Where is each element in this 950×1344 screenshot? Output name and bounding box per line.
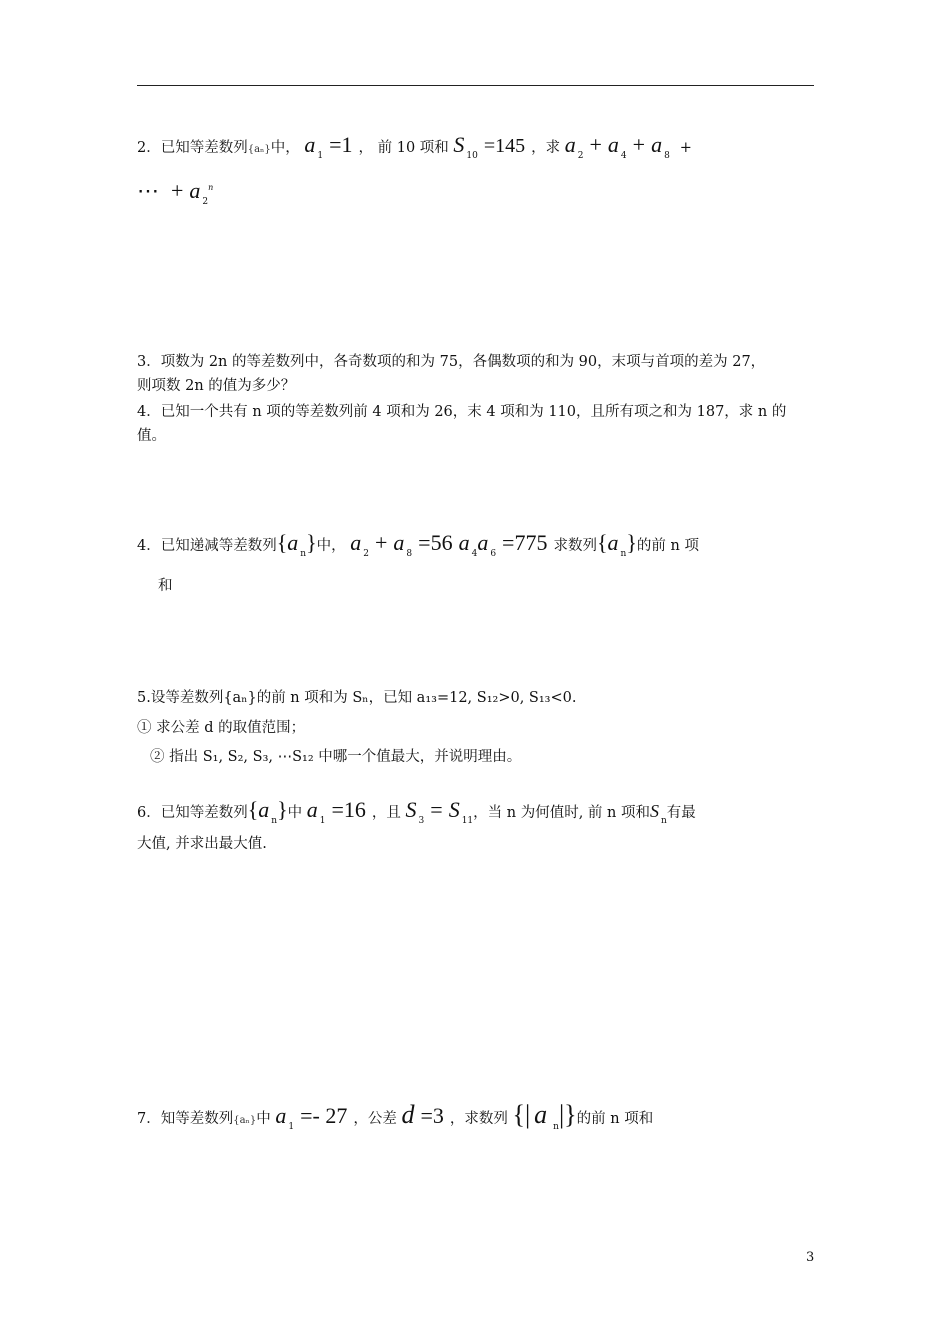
p4b-a4-sub: 4 bbox=[471, 549, 478, 559]
p4b-seq2-n: n bbox=[620, 549, 627, 559]
page-number: 3 bbox=[806, 1250, 815, 1265]
p4b-prefix: 4．已知递减等差数列 bbox=[137, 538, 277, 554]
p2-t4-sup: n bbox=[208, 183, 214, 192]
p6-s11-sub: 11 bbox=[461, 816, 474, 826]
p6-seq-a: a bbox=[258, 797, 270, 822]
p4b-a2: a bbox=[350, 530, 362, 555]
p6-s11: S bbox=[448, 797, 460, 822]
p6-eq1: =16 bbox=[331, 797, 366, 822]
p4b-eq1: =56 bbox=[418, 530, 453, 555]
p6-a1-sub: 1 bbox=[319, 816, 326, 826]
p2-text-b: 中， bbox=[270, 140, 300, 156]
p2-t1-sub: 2 bbox=[577, 151, 584, 161]
p7-a1: a bbox=[275, 1103, 287, 1128]
problem-4a-line-2: 值。 bbox=[137, 428, 166, 444]
p4b-seq2-a: a bbox=[607, 530, 619, 555]
p4b-tail2: 的前 n 项 bbox=[636, 538, 699, 554]
p4b-seq-n: n bbox=[300, 549, 307, 559]
p4b-tail: 求数列 bbox=[553, 538, 597, 554]
p4b-mid: 中， bbox=[316, 538, 346, 554]
p6-sn-sub: n bbox=[660, 816, 667, 826]
p4b-a8-sub: 8 bbox=[406, 549, 413, 559]
p2-text-d: ，求 bbox=[531, 140, 561, 156]
p7-seq: {aₙ} bbox=[233, 1115, 257, 1126]
p2-t4: a bbox=[189, 178, 201, 203]
p2-a1-eq: =1 bbox=[329, 132, 353, 157]
p7-eq1: =- 27 bbox=[300, 1103, 348, 1128]
p2-t2-sub: 4 bbox=[620, 151, 627, 161]
p7-eq2: =3 bbox=[420, 1103, 444, 1128]
p2-t3-sub: 8 bbox=[664, 151, 670, 161]
p7-mid: 中 bbox=[256, 1111, 271, 1127]
p7-a1-sub: 1 bbox=[288, 1122, 295, 1132]
header-rule bbox=[137, 85, 814, 86]
p7-mid2: ，公差 bbox=[353, 1111, 397, 1127]
p6-sn: S bbox=[649, 801, 659, 821]
p2-text-a: 2．已知等差数列 bbox=[137, 140, 248, 156]
p6-eq2: = bbox=[430, 797, 443, 822]
p2-t4-sub: 2 bbox=[202, 197, 209, 207]
p7-tail: ，求数列 bbox=[449, 1111, 508, 1127]
problem-3-line-2: 则项数 2n 的值为多少？ bbox=[137, 378, 296, 394]
p6-tail: ，当 n 为何值时, 前 n 项和 bbox=[473, 805, 650, 821]
p6-mid: 中 bbox=[287, 805, 303, 821]
p7-abs-n: n bbox=[553, 1122, 559, 1132]
problem-4b-line-2: 和 bbox=[158, 578, 173, 594]
problem-5-item-2: ② 指出 S₁, S₂, S₃, ⋯S₁₂ 中哪一个值最大，并说明理由。 bbox=[150, 749, 522, 765]
p2-s10-eq: =145 bbox=[483, 135, 526, 157]
problem-4b-line-1: 4．已知递减等差数列{a $_n$}中， a $_2$ + a $_8$ =56 a $_4$a $_6$ =775 求数列{a $_n$}的前 n 项 bbox=[137, 530, 699, 559]
p6-s3-sub: 3 bbox=[418, 816, 425, 826]
p4b-a2-sub: 2 bbox=[363, 549, 369, 559]
p4b-a6: a bbox=[477, 530, 489, 555]
p2-text-c: ， 前 10 项和 bbox=[358, 140, 449, 156]
p2-seq: {aₙ} bbox=[247, 144, 271, 155]
p4b-a6-sub: 6 bbox=[490, 549, 497, 559]
p2-a1: a bbox=[304, 132, 316, 157]
p6-a1: a bbox=[306, 797, 318, 822]
p6-s3: S bbox=[405, 797, 417, 822]
p4b-a4: a bbox=[458, 530, 470, 555]
p2-dots: ⋯ bbox=[137, 178, 159, 203]
p7-prefix: 7．知等差数列 bbox=[137, 1111, 234, 1127]
problem-2-line-1: 2．已知等差数列{aₙ}中， a $_1$ =1 ， 前 10 项和 S $_{10}$ =145 ，求 a $_2$ + a $_4$ + a $_8$ + bbox=[137, 132, 692, 161]
problem-5-line-1: 5.设等差数列{aₙ}的前 n 项和为 Sₙ，已知 a₁₃=12, S₁₂>0, S₁₃<0. bbox=[137, 690, 577, 706]
p2-s10-sub: 10 bbox=[466, 151, 478, 161]
p2-t2: a bbox=[607, 132, 619, 157]
p7-abs-a: a bbox=[534, 1100, 548, 1129]
problem-2-line-2: ⋯ + a $_2^n$ bbox=[137, 178, 214, 207]
problem-5-item-1: ① 求公差 d 的取值范围； bbox=[137, 720, 306, 736]
p6-mid2: ，且 bbox=[371, 805, 401, 821]
p2-s10: S bbox=[453, 132, 465, 157]
p6-seq-n: n bbox=[271, 816, 278, 826]
problem-3-line-1: 3．项数为 2n 的等差数列中，各奇数项的和为 75，各偶数项的和为 90，末项与首项的差为 27， bbox=[137, 354, 766, 370]
p4b-seq-a: a bbox=[287, 530, 299, 555]
problem-7-line-1: 7．知等差数列{aₙ}中 a $_1$ =- 27 ，公差 d =3 ，求数列 {| a $_n$|}的前 n 项和 bbox=[137, 1100, 654, 1132]
p6-tail2: 有最 bbox=[666, 805, 696, 821]
problem-4a-line-1: 4．已知一个共有 n 项的等差数列前 4 项和为 26，末 4 项和为 110，且所有项之和为 187，求 n 的 bbox=[137, 404, 787, 420]
p2-a1-sub: 1 bbox=[317, 151, 324, 161]
p2-plus-end: + bbox=[679, 140, 692, 156]
p2-t3: a bbox=[651, 132, 663, 157]
p6-prefix: 6．已知等差数列 bbox=[137, 805, 248, 821]
problem-6-line-2: 大值, 并求出最大值. bbox=[137, 836, 267, 852]
p4b-eq2: =775 bbox=[502, 530, 548, 555]
problem-6-line-1: 6．已知等差数列{a $_n$}中 a $_1$ =16 ，且 S $_3$ = S $_{11}$，当 n 为何值时, 前 n 项和S $_n$有最 bbox=[137, 797, 696, 826]
p4b-a8: a bbox=[393, 530, 405, 555]
p2-t1: a bbox=[564, 132, 576, 157]
p7-d: d bbox=[401, 1100, 415, 1129]
p7-tail2: 的前 n 项和 bbox=[576, 1111, 654, 1127]
